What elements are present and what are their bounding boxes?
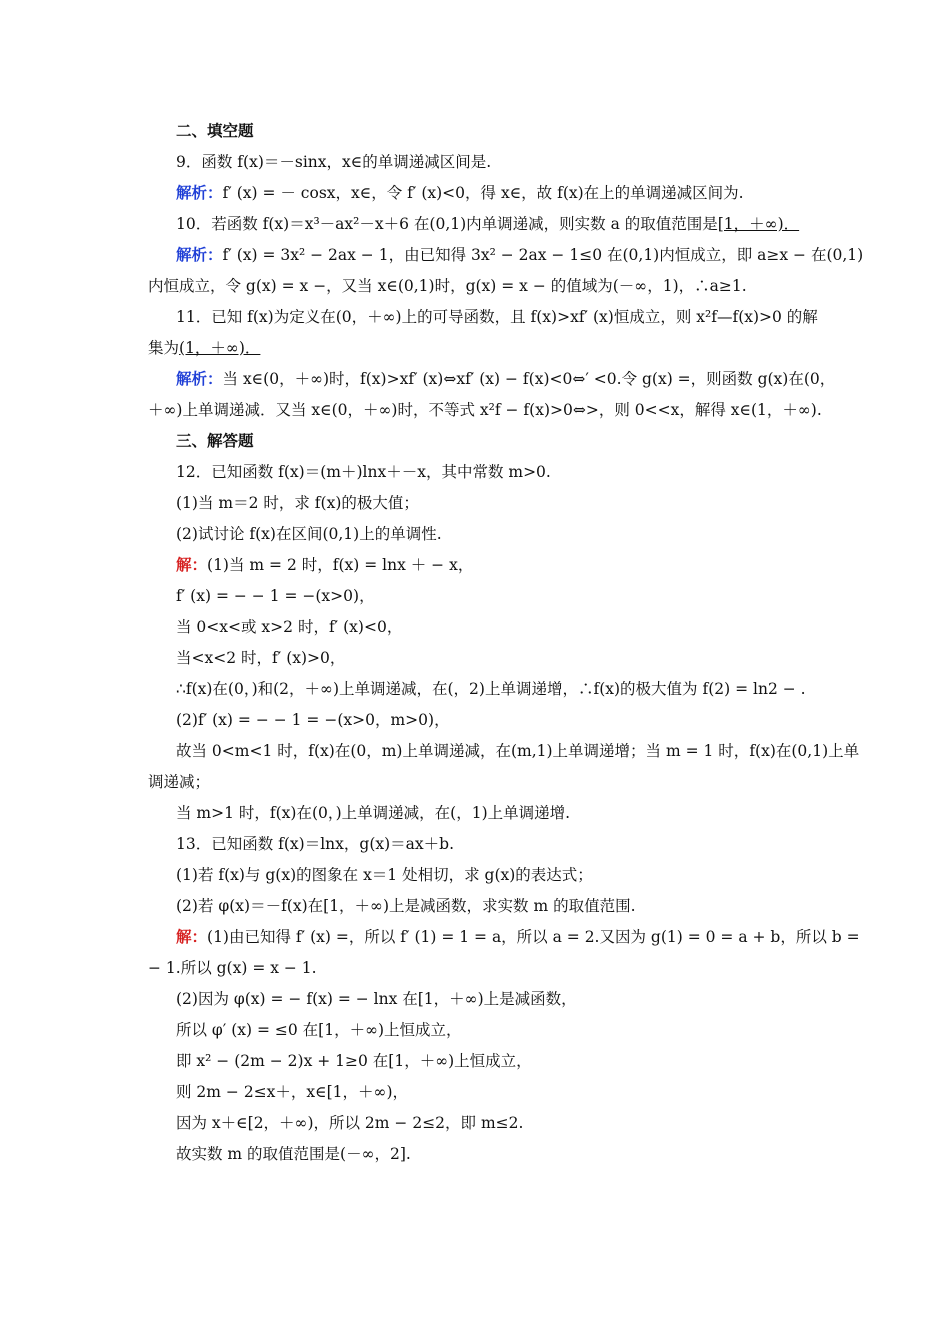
q13-solution-line2: − 1.所以 g(x) = x − 1. bbox=[148, 959, 317, 977]
q11-answer: (1，＋∞)． bbox=[179, 339, 261, 357]
solution-label: 解析： bbox=[176, 184, 223, 202]
q12-solution-line4: 当<x<2 时，f′ (x)>0， bbox=[176, 649, 346, 667]
q13-solution-line6: 则 2m − 2≤x＋，x∈[1，＋∞)， bbox=[176, 1083, 409, 1101]
solution-label: 解： bbox=[176, 556, 208, 574]
q10-solution-line2: 内恒成立，令 g(x) = x −，又当 x∈(0,1)时，g(x) = x − 的值域为(－∞，1)，∴a≥1. bbox=[148, 277, 747, 295]
q13-part1: (1)若 f(x)与 g(x)的图象在 x＝1 处相切，求 g(x)的表达式； bbox=[176, 866, 593, 884]
q12-part2: (2)试讨论 f(x)在区间(0,1)上的单调性. bbox=[176, 525, 442, 543]
q10-solution-text: f′ (x) = 3x² − 2ax − 1，由已知得 3x² − 2ax − 1≤0 在(0,1)内恒成立，即 a≥x − 在(0,1) bbox=[222, 246, 864, 264]
q10-question bbox=[176, 214, 836, 236]
q12-solution-line2: f′ (x) = − − 1 = −(x>0)， bbox=[176, 587, 375, 605]
q12-solution-text: (1)当 m = 2 时，f(x) = lnx ＋ − x， bbox=[207, 556, 474, 574]
q12-solution-line6: (2)f′ (x) = − − 1 = −(x>0，m>0)， bbox=[176, 711, 450, 729]
q12-part1: (1)当 m＝2 时，求 f(x)的极大值； bbox=[176, 494, 419, 512]
q12-solution-line1 bbox=[176, 555, 836, 577]
q12-question: 12．已知函数 f(x)＝(m＋)lnx＋－x，其中常数 m>0. bbox=[176, 463, 551, 481]
q13-solution-line5: 即 x² − (2m − 2)x + 1≥0 在[1，＋∞)上恒成立， bbox=[176, 1052, 532, 1070]
q12-solution-line3: 当 0<x<或 x>2 时，f′ (x)<0， bbox=[176, 618, 403, 636]
q13-question: 13．已知函数 f(x)＝lnx，g(x)＝ax＋b. bbox=[176, 835, 454, 853]
solution-label: 解析： bbox=[176, 246, 223, 264]
q12-solution-line7: 故当 0<m<1 时，f(x)在(0，m)上单调递减，在(m,1)上单调递增；当 m = 1 时，f(x)在(0,1)上单 bbox=[176, 742, 860, 760]
q12-solution-line8: 调递减； bbox=[148, 773, 211, 791]
section-heading-fill: 二、填空题 bbox=[176, 122, 254, 140]
q9-question: 9．函数 f(x)＝－sinx，x∈的单调递减区间是. bbox=[176, 153, 492, 171]
solution-label: 解析： bbox=[176, 370, 223, 388]
q12-solution-line5: ∴f(x)在(0，)和(2，＋∞)上单调递减，在(，2)上单调递增，∴f(x)的极大值为 f(2) = ln2 − . bbox=[176, 680, 806, 698]
q13-part2: (2)若 φ(x)＝－f(x)在[1，＋∞)上是减函数，求实数 m 的取值范围. bbox=[176, 897, 636, 915]
q13-solution-line8: 故实数 m 的取值范围是(－∞，2]. bbox=[176, 1145, 411, 1163]
q13-solution-line7: 因为 x＋∈[2，＋∞)，所以 2m − 2≤2，即 m≤2. bbox=[176, 1114, 524, 1132]
q10-question-text: 10．若函数 f(x)＝x³－ax²－x＋6 在(0,1)内单调递减，则实数 a 的取值范围是 bbox=[176, 215, 718, 233]
q13-solution-text: (1)由已知得 f′ (x) =，所以 f′ (1) = 1 = a，所以 a = 2.又因为 g(1) = 0 = a + b，所以 b = bbox=[207, 928, 860, 946]
q11-question-line2 bbox=[148, 338, 808, 360]
q13-solution-line1 bbox=[176, 927, 860, 949]
q9-solution-text: f′ (x) = － cosx，x∈，令 f′ (x)<0，得 x∈，故 f(x)在上的单调递减区间为. bbox=[222, 184, 744, 202]
q11-question-line1: 11．已知 f(x)为定义在(0，＋∞)上的可导函数，且 f(x)>xf′ (x)恒成立，则 x²f—f(x)>0 的解 bbox=[176, 308, 818, 326]
q11-question-text: 集为 bbox=[148, 339, 180, 357]
solution-label: 解： bbox=[176, 928, 208, 946]
q10-answer: [1，＋∞)． bbox=[717, 215, 800, 233]
q10-solution-line1 bbox=[176, 245, 864, 267]
section-heading-answer: 三、解答题 bbox=[176, 432, 254, 450]
q12-solution-line9: 当 m>1 时，f(x)在(0，)上单调递减，在(，1)上单调递增. bbox=[176, 804, 571, 822]
q11-solution-line1 bbox=[176, 369, 836, 391]
q13-solution-line3: (2)因为 φ(x) = − f(x) = − lnx 在[1，＋∞)上是减函数， bbox=[176, 990, 577, 1008]
q13-solution-line4: 所以 φ′ (x) = ≤0 在[1，＋∞)上恒成立， bbox=[176, 1021, 462, 1039]
q11-solution-line2: ＋∞)上单调递减．又当 x∈(0，＋∞)时，不等式 x²f − f(x)>0⇔>，则 0<<x，解得 x∈(1，＋∞). bbox=[148, 401, 822, 419]
q11-solution-text: 当 x∈(0，＋∞)时，f(x)>xf′ (x)⇔xf′ (x) − f(x)<0⇔′ <0.令 g(x) =，则函数 g(x)在(0， bbox=[222, 370, 836, 388]
q9-solution bbox=[176, 183, 836, 205]
